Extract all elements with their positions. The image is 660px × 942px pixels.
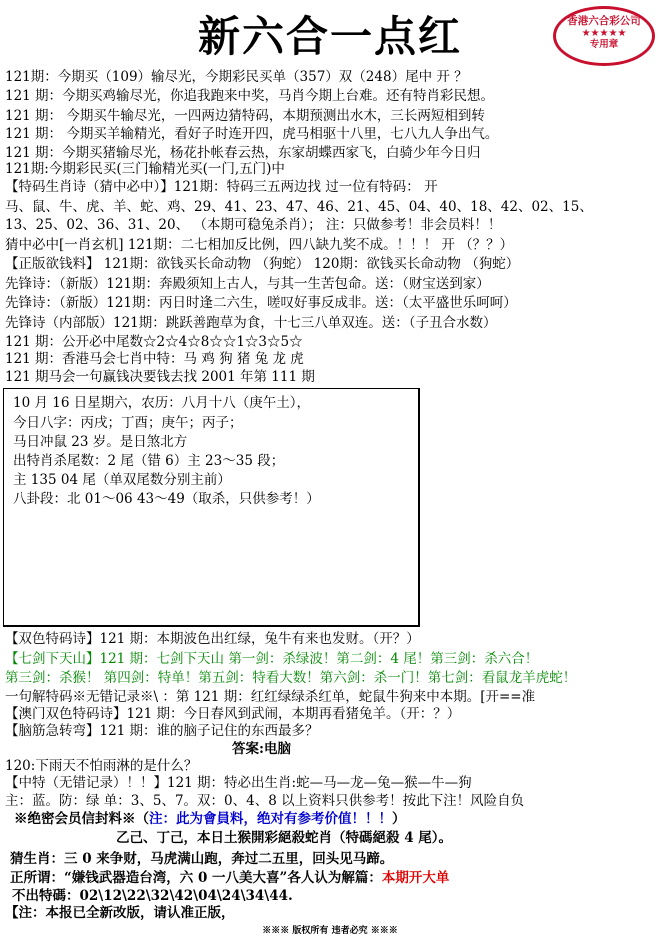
vip-prefix: ※绝密会员信封料※（ <box>14 811 149 827</box>
vip-note: 注：此为會員料，绝对有参考价值！！！ <box>149 811 392 827</box>
line-shuangse: 【双色特码诗】121 期：本期波色出红绿，兔牛有来也发财。（开？） <box>5 631 420 647</box>
box-line-main-tail: 主 135 04 尾（单双尾数分别主前） <box>13 472 231 488</box>
line-vip <box>14 810 406 828</box>
page-title: 新六合一点红 <box>197 12 462 61</box>
line-yiji: 乙己、丁己，本日土猴開彩絕殺蛇肖（特碼絕殺 4 尾）。 <box>116 830 453 846</box>
line-zhongte: 【中特（无错记录）！！】121 期：特必出生肖:蛇—马—龙—兔—猴—牛—狗 <box>5 775 472 791</box>
line-xianfeng-2: 先锋诗：（新版）121期：丙日时逢二六生，嗟叹好事反成非。送：（太平盛世乐呵呵） <box>5 295 517 311</box>
line-riddle-120: 120:下雨天不怕雨淋的是什么？ <box>5 758 198 774</box>
box-line-bazi: 今日八字：丙戌；丁酉；庚午；丙子； <box>13 415 243 431</box>
vip-suffix: ） <box>392 811 406 827</box>
line-numbers-1: 马、鼠、牛、虎、羊、蛇、鸡、29、41、23、47、46、21、45、04、40、18、42、02、15、 <box>5 199 593 215</box>
company-seal <box>553 6 655 66</box>
line-tail-numbers: 121 期：公开必中尾数☆2☆4☆8☆☆1☆3☆5☆ <box>5 334 303 350</box>
line-zhengjie <box>10 869 449 887</box>
line-xianfeng-1: 先锋诗：（新版）121期：奔殿须知上古人，与其一生苦包命。送：（财宝送到家） <box>5 276 490 292</box>
line-xuanji: 猜中必中[一肖玄机] 121期：二七相加反比例，四八缺九奖不成。！！！ 开 （？？） <box>5 237 514 253</box>
line-zodiac-poem: 【特码生肖诗（猜中必中）】121期：特码三五两边找 过一位有特码： 开 <box>5 179 438 195</box>
seal-top-text: 香港六合彩公司 <box>567 15 641 27</box>
seal-bottom-text: 专用章 <box>589 39 619 50</box>
line-numbers-2: 13、25、02、36、31、20、 （本期可稳兔杀肖）； 注：只做参考！非会员料！！ <box>5 217 502 233</box>
line-ox: 121 期： 今期买牛输尽光，一四两边猜特码，本期预测出水木，三长两短相到转 <box>5 108 485 124</box>
zhengjie-highlight: 本期开大单 <box>381 870 450 886</box>
line-goat: 121 期： 今期买羊输精光，看好子时连开四，虎马相驱十八里，七八九人争出气。 <box>5 126 499 142</box>
line-qijian-a: 【七剑下天山】121 期：七剑下天山 第一剑：杀绿波！第二剑：4 尾！第三剑：杀六合！ <box>5 651 539 667</box>
seal-stars: ★★★★★ <box>581 28 627 39</box>
line-rooster: 121 期：今期买鸡输尽光，你追我跑来中奖，马肖今期上台难。还有特肖彩民想。 <box>5 88 495 104</box>
line-cai-shengxiao: 猜生肖：三 0 来争财，马虎满山跑，奔过二五里，回头见马蹄。 <box>10 851 394 867</box>
line-pig: 121 期：今期买猪输尽光，杨花扑帐春云热，东家胡蝶西家飞，白骑少年今日归 <box>5 145 481 161</box>
copyright: ※※※ 版权所有 违者必究 ※※※ <box>262 926 398 936</box>
almanac-box <box>3 388 420 627</box>
line-yuqian: 【正版欲钱料】 121期：欲钱买长命动物 （狗蛇） 120期：欲钱买长命动物 （狗蛇） <box>5 256 520 272</box>
line-three-doors: 121期:今期彩民买(三门输精光买(一门,五门)中 <box>5 161 285 177</box>
line-zhu-colors: 主：蓝。防：绿 单：3、5、7。双：0、4、8 以上资料只供参考！按此下注！风险自负 <box>5 793 525 809</box>
box-line-tail-kill: 出特肖杀尾数：2 尾（错 6）主 23～35 段； <box>13 453 285 469</box>
line-one-sentence: 121 期马会一句赢钱决要钱去找 2001 年第 111 期 <box>5 369 315 385</box>
line-xianfeng-3: 先锋诗（内部版）121期：跳跃善跑草为食，十七三八单双连。送：（子丑合水数） <box>5 315 497 331</box>
line-buchu: 不出特碼：02\12\22\32\42\04\24\34\44. <box>12 888 293 904</box>
line-buy-109: 121期：今期买（109）输尽光，今期彩民买单（357）双（248）尾中 开 ？ <box>5 69 468 85</box>
box-line-chong: 马日冲鼠 23 岁。是日煞北方 <box>13 434 188 450</box>
line-aomen: 【澳门双色特码诗】121 期：今日春风到武闹，本期再看猪兔羊。（开：？） <box>5 706 461 722</box>
line-yiju: 一句解特码※无错记录※\ ：第 121 期：红红绿绿杀红单，蛇鼠牛狗来中本期。[开==准 <box>5 689 536 705</box>
riddle-answer: 答案:电脑 <box>232 741 291 757</box>
line-naojin: 【脑筋急转弯】121 期：谁的脑子记住的东西最多？ <box>5 723 319 739</box>
line-note: 【注：本报已全新改版，请认准正版， <box>5 905 235 921</box>
box-line-date: 10 月 16 日星期六，农历：八月十八（庚午土）， <box>13 395 310 411</box>
box-line-bagua: 八卦段：北 01～06 43～49（取杀，只供参考！） <box>13 491 320 507</box>
line-qijian-b: 第三剑：杀猴！ 第四剑：特单！第五剑：特看大数！第六剑：杀一门！第七剑：看鼠龙羊虎蛇！ <box>5 670 577 686</box>
zhengjie-text: 正所谓：“嫌钱武器造台湾，六 0 一八美大喜”各人认为解篇： <box>10 870 382 886</box>
line-seven-zodiac: 121 期：香港马会七肖中特：马 鸡 狗 猪 兔 龙 虎 <box>5 351 304 367</box>
